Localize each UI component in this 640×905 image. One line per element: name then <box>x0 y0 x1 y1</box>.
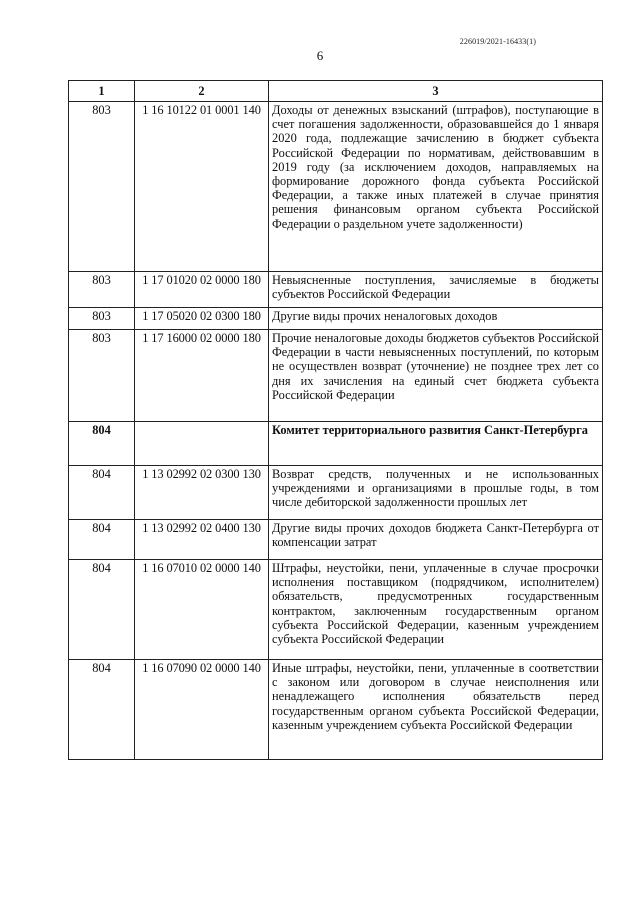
budget-code-cell: 1 16 10122 01 0001 140 <box>135 102 269 272</box>
admin-code-cell: 804 <box>69 560 135 660</box>
admin-code-cell: 804 <box>69 520 135 560</box>
table-row <box>69 308 603 330</box>
table-row <box>69 330 603 422</box>
description-cell: Доходы от денежных взысканий (штрафов), поступающие в счет погашения задолженности, образовавшейся до 1 января 2020 года, подлежащие зачислению в бюджет субъекта Российской Федерации по нормативам, действовавшим в 2019 году (за исключением доходов, направляемых на формирование дорожного фонда субъекта Российской Федерации, а также иных платежей в случае принятия решения финансовым органом субъекта Российской Федерации о раздельном учете задолженности) <box>269 102 603 272</box>
admin-code-cell: 803 <box>69 272 135 308</box>
table-row <box>69 560 603 660</box>
budget-code-cell: 1 17 05020 02 0300 180 <box>135 308 269 330</box>
table-section-row <box>69 422 603 466</box>
table-header-row <box>69 81 603 102</box>
admin-code-cell: 804 <box>69 660 135 760</box>
table-row <box>69 520 603 560</box>
admin-code-cell: 804 <box>69 422 135 466</box>
description-cell: Невыясненные поступления, зачисляемые в бюджеты субъектов Российской Федерации <box>269 272 603 308</box>
budget-code-cell: 1 17 16000 02 0000 180 <box>135 330 269 422</box>
table-row <box>69 272 603 308</box>
column-header-1: 1 <box>69 81 135 102</box>
column-header-3: 3 <box>269 81 603 102</box>
page-number: 6 <box>316 48 324 63</box>
table-header <box>69 81 603 102</box>
description-cell: Другие виды прочих неналоговых доходов <box>269 308 603 330</box>
admin-code-cell: 803 <box>69 308 135 330</box>
revenue-codes-table <box>68 80 603 760</box>
document-id: 226019/2021-16433(1) <box>459 37 536 46</box>
budget-code-cell: 1 16 07090 02 0000 140 <box>135 660 269 760</box>
description-cell: Прочие неналоговые доходы бюджетов субъектов Российской Федерации в части невыясненных поступлений, по которым не осуществлен возврат (уточнение) не позднее трех лет со дня их зачисления на единый счет бюджета субъекта Российской Федерации <box>269 330 603 422</box>
table-row <box>69 102 603 272</box>
budget-code-cell: 1 13 02992 02 0300 130 <box>135 466 269 520</box>
admin-code-cell: 804 <box>69 466 135 520</box>
budget-code-cell: 1 16 07010 02 0000 140 <box>135 560 269 660</box>
description-cell: Возврат средств, полученных и не использованных учреждениями и организациями в прошлые годы, в том числе дебиторской задолженности прошлых лет <box>269 466 603 520</box>
admin-code-cell: 803 <box>69 330 135 422</box>
admin-code-cell: 803 <box>69 102 135 272</box>
description-cell: Иные штрафы, неустойки, пени, уплаченные в соответствии с законом или договором в случае неисполнения или ненадлежащего исполнения обязательств перед государственным органом субъекта Российской Федерации, казенным учреждением субъекта Российской Федерации <box>269 660 603 760</box>
table-row <box>69 660 603 760</box>
budget-code-cell: 1 17 01020 02 0000 180 <box>135 272 269 308</box>
table-row <box>69 466 603 520</box>
budget-code-cell: 1 13 02992 02 0400 130 <box>135 520 269 560</box>
description-cell: Штрафы, неустойки, пени, уплаченные в случае просрочки исполнения поставщиком (подрядчиком, исполнителем) обязательств, предусмотренных государственным контрактом, заключенным государственным органом субъекта Российской Федерации, казенным учреждением субъекта Российской Федерации <box>269 560 603 660</box>
table-body <box>69 102 603 760</box>
description-cell: Другие виды прочих доходов бюджета Санкт-Петербурга от компенсации затрат <box>269 520 603 560</box>
column-header-2: 2 <box>135 81 269 102</box>
budget-code-cell <box>135 422 269 466</box>
description-cell: Комитет территориального развития Санкт-Петербурга <box>269 422 603 466</box>
